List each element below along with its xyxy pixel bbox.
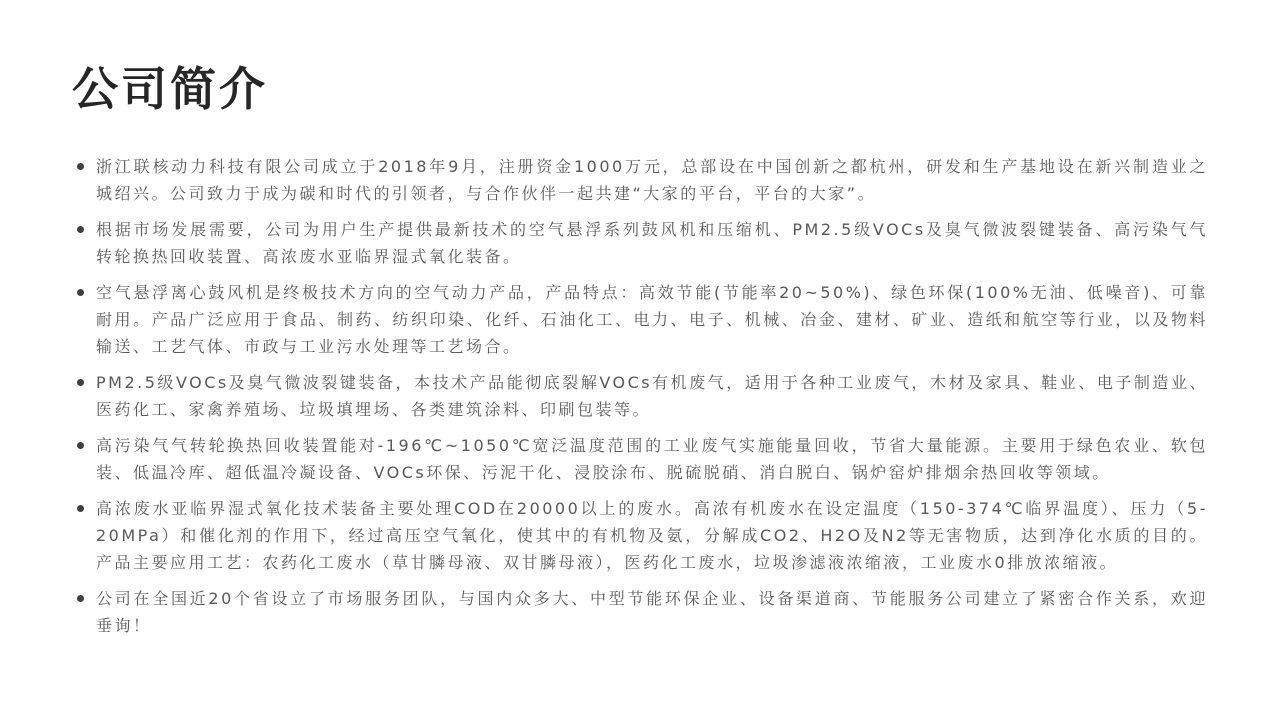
bullet-item — [72, 585, 1208, 639]
slide-title: 公司简介 — [72, 62, 268, 116]
bullet-dot-icon — [77, 505, 84, 512]
bullet-dot-icon — [77, 379, 84, 386]
bullet-text: 空气悬浮离心鼓风机是终极技术方向的空气动力产品，产品特点：高效节能(节能率20~50%)、绿色环保(100%无油、低噪音)、可靠耐用。产品广泛应用于食品、制药、纺织印染、化纤、石油化工、电力、电子、机械、冶金、建材、矿业、造纸和航空等行业，以及物料输送、工艺气体、市政与工业污水处理等工艺场合。 — [96, 283, 1208, 357]
bullet-item — [72, 369, 1208, 423]
bullet-dot-icon — [77, 163, 84, 170]
bullet-text: 公司在全国近20个省设立了市场服务团队，与国内众多大、中型节能环保企业、设备渠道商、节能服务公司建立了紧密合作关系，欢迎垂询！ — [96, 589, 1208, 636]
bullet-text: PM2.5级VOCs及臭气微波裂键装备，本技术产品能彻底裂解VOCs有机废气，适用于各种工业废气，木材及家具、鞋业、电子制造业、医药化工、家禽养殖场、垃圾填埋场、各类建筑涂料、印刷包装等。 — [96, 373, 1208, 420]
bullet-text: 高污染气气转轮换热回收装置能对-196℃~1050℃宽泛温度范围的工业废气实施能量回收，节省大量能源。主要用于绿色农业、软包装、低温冷库、超低温冷凝设备、VOCs环保、污泥干化、浸胶涂布、脱硫脱硝、消白脱白、锅炉窑炉排烟余热回收等领域。 — [96, 436, 1208, 483]
bullet-dot-icon — [77, 595, 84, 602]
bullet-item — [72, 495, 1208, 576]
bullet-text: 浙江联核动力科技有限公司成立于2018年9月，注册资金1000万元，总部设在中国创新之都杭州，研发和生产基地设在新兴制造业之城绍兴。公司致力于成为碳和时代的引领者，与合作伙伴一起共建“大家的平台，平台的大家”。 — [96, 157, 1208, 204]
bullet-list — [72, 153, 1208, 639]
bullet-dot-icon — [77, 226, 84, 233]
bullet-dot-icon — [77, 289, 84, 296]
bullet-item — [72, 279, 1208, 360]
bullet-text: 高浓废水亚临界湿式氧化技术装备主要处理COD在20000以上的废水。高浓有机废水在设定温度（150-374℃临界温度）、压力（5-20MPa）和催化剂的作用下，经过高压空气氧化，使其中的有机物及氨，分解成CO2、H2O及N2等无害物质，达到净化水质的目的。产品主要应用工艺：农药化工废水（草甘膦母液、双甘膦母液），医药化工废水，垃圾渗滤液浓缩液，工业废水0排放浓缩液。 — [96, 499, 1208, 573]
bullet-text: 根据市场发展需要，公司为用户生产提供最新技术的空气悬浮系列鼓风机和压缩机、PM2.5级VOCs及臭气微波裂键装备、高污染气气转轮换热回收装置、高浓废水亚临界湿式氧化装备。 — [96, 220, 1208, 267]
bullet-dot-icon — [77, 442, 84, 449]
bullet-item — [72, 432, 1208, 486]
bullet-item — [72, 216, 1208, 270]
bullet-item — [72, 153, 1208, 207]
